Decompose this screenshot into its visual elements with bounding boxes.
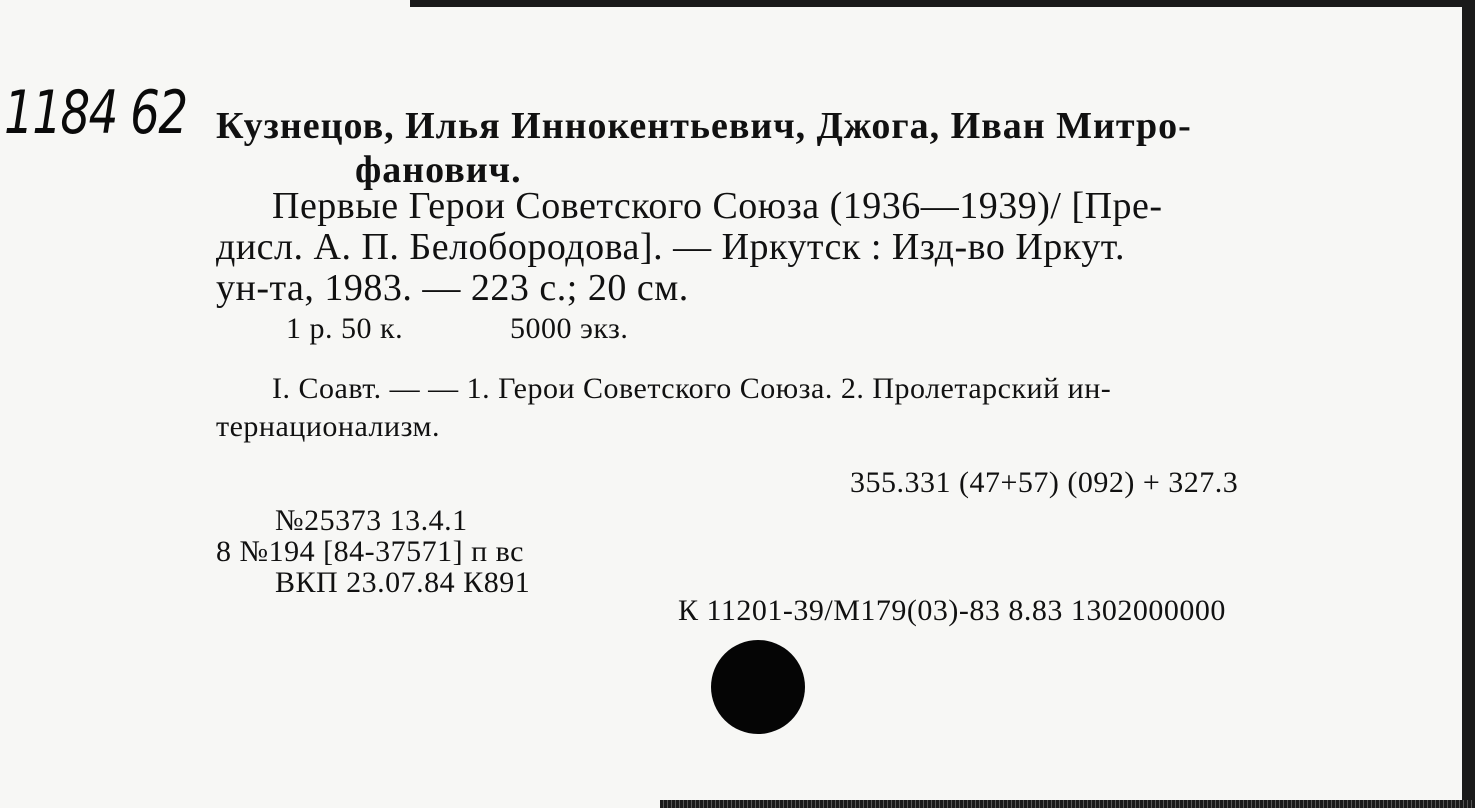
- punch-hole: [711, 640, 805, 734]
- price: 1 р. 50 к.: [286, 312, 404, 345]
- title-line-2: дисл. А. П. Белобородова]. — Иркутск : Изд-во Иркут.: [216, 226, 1125, 268]
- scan-border-top: [410, 0, 1475, 7]
- handwritten-number: 1184 62: [4, 78, 187, 148]
- title-line-1: Первые Герои Советского Союза (1936—1939)/ [Пре-: [272, 185, 1163, 227]
- scan-border-bottom: [660, 800, 1475, 808]
- title-line-3: ун-та, 1983. — 223 с.; 20 см.: [216, 267, 689, 309]
- record-line-3: ВКП 23.07.84 К891: [275, 566, 531, 599]
- tracings-line-1: I. Соавт. — — 1. Герои Советского Союза. 2. Пролетарский ин-: [272, 372, 1112, 405]
- author-line-1: Кузнецов, Илья Иннокентьевич, Джога, Иван Митро-: [216, 105, 1192, 147]
- tracings-line-2: тернационализм.: [216, 410, 440, 443]
- record-line-2: 8 №194 [84-37571] п вс: [216, 535, 524, 568]
- copies: 5000 экз.: [510, 312, 629, 345]
- scan-border-right: [1462, 0, 1475, 808]
- classification: 355.331 (47+57) (092) + 327.3: [850, 466, 1239, 499]
- record-line-1: №25373 13.4.1: [275, 504, 468, 537]
- index-line: К 11201-39/М179(03)-83 8.83 1302000000: [678, 594, 1226, 627]
- author-line-2: фанович.: [355, 149, 522, 191]
